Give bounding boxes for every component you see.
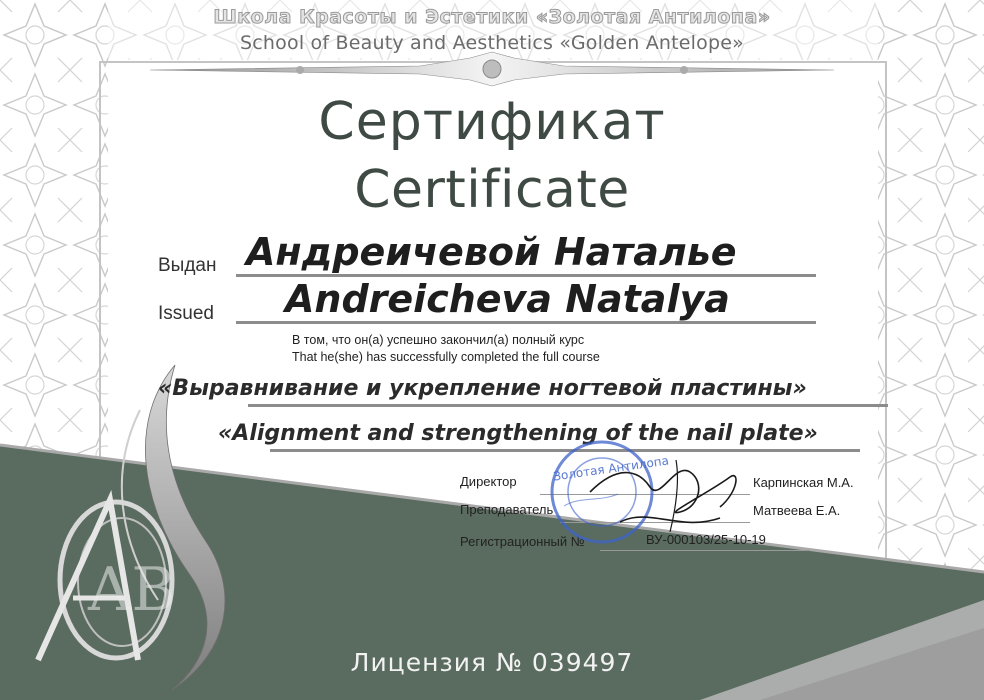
stamp-text: Золотая Антилопа: [552, 453, 670, 484]
recipient-name-en: Andreicheva Natalya: [285, 277, 730, 321]
school-name-en: School of Beauty and Aesthetics «Golden Antelope»: [240, 32, 744, 54]
handwritten-signature: [580, 452, 750, 542]
statement-ru: В том, что он(а) успешно закончил(а) полный курс: [292, 333, 585, 347]
statement-en: That he(she) has successfully completed the full course: [292, 350, 600, 364]
name-underline-en: [236, 321, 816, 324]
ornament-left: [0, 0, 108, 470]
registration-line: [600, 550, 810, 551]
recipient-name-ru: Андреичевой Наталье: [246, 230, 737, 274]
registration-number: ВУ-000103/25-10-19: [646, 532, 766, 547]
director-name: Карпинская М.А.: [753, 475, 854, 490]
school-name-ru: Школа Красоты и Эстетики «Золотая Антилопа»: [213, 6, 771, 28]
course-title-en: «Alignment and strengthening of the nail plate»: [218, 421, 818, 446]
teacher-label: Преподаватель: [460, 502, 554, 517]
certificate-title-en: Certificate: [354, 160, 630, 220]
license-number: Лицензия № 039497: [350, 648, 634, 677]
registration-label: Регистрационный №: [460, 534, 585, 549]
certificate-title-ru: Сертификат: [318, 92, 666, 152]
course-title-ru: «Выравнивание и укрепление ногтевой пластины»: [158, 376, 807, 401]
issued-label-ru: Выдан: [158, 255, 217, 276]
teacher-name: Матвеева Е.А.: [753, 503, 841, 518]
director-label: Директор: [460, 474, 517, 489]
course-underline-ru: [248, 404, 888, 407]
issued-label-en: Issued: [158, 303, 214, 324]
logo-letters: AB: [88, 555, 176, 625]
